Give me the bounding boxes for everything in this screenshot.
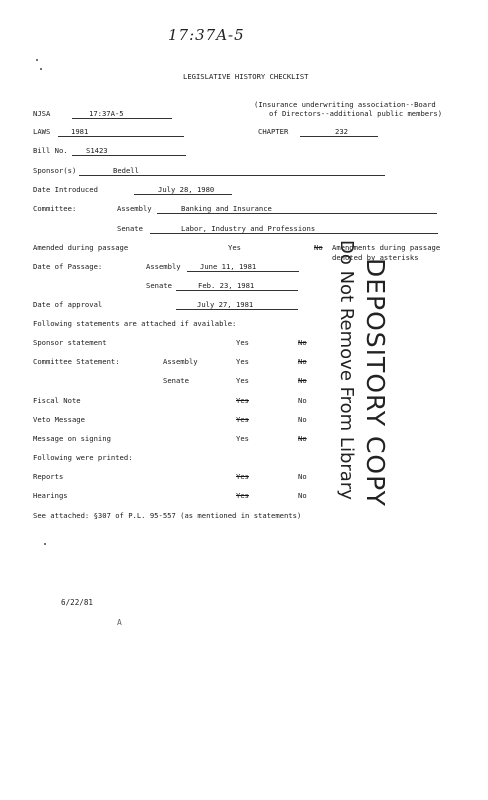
- assembly-committee: Banking and Insurance: [181, 204, 272, 213]
- passage-label: Date of Passage:: [33, 262, 103, 271]
- passage-assembly-value: June 11, 1981: [200, 262, 257, 271]
- printed-heading: Following were printed:: [33, 453, 133, 462]
- approval-label: Date of approval: [33, 300, 103, 309]
- laws-value: 1981: [71, 127, 89, 136]
- amended-yes: Yes: [228, 243, 241, 252]
- committee-senate-yes: Yes: [236, 376, 249, 385]
- hearings-no: No: [298, 491, 307, 500]
- chapter-underline: [300, 136, 378, 137]
- hearings-label: Hearings: [33, 491, 68, 500]
- njsa-label: NJSA: [33, 109, 51, 118]
- sponsor-underline: [79, 175, 385, 176]
- chapter-label: CHAPTER: [258, 127, 289, 136]
- date-introduced-label: Date Introduced: [33, 185, 98, 194]
- bill-underline: [72, 155, 186, 156]
- margin-mark: [36, 59, 38, 61]
- depository-copy-stamp: DEPOSITORY COPY: [361, 258, 390, 507]
- passage-senate-value: Feb. 23, 1981: [198, 281, 255, 290]
- fiscal-note-yes: Yes: [236, 396, 249, 405]
- amended-note-2: denoted by asterisks: [332, 253, 419, 262]
- attached-heading: Following statements are attached if available:: [33, 319, 237, 328]
- subject-line-2: of Directors--additional public members): [269, 109, 443, 118]
- committee-statement-assembly-label: Assembly: [163, 357, 198, 366]
- do-not-remove-stamp: Do Not Remove From Library: [336, 240, 357, 500]
- sponsor-statement-no: No: [298, 338, 307, 347]
- committee-assembly-yes: Yes: [236, 357, 249, 366]
- fiscal-note-no: No: [298, 396, 307, 405]
- footer-date: 6/22/81: [61, 598, 94, 607]
- senate-committee: Labor, Industry and Professions: [181, 224, 316, 233]
- committee-statement-senate-label: Senate: [163, 376, 189, 385]
- passage-assembly-label: Assembly: [146, 262, 181, 271]
- margin-mark: [40, 68, 42, 70]
- laws-underline: [58, 136, 184, 137]
- veto-label: Veto Message: [33, 415, 85, 424]
- passage-senate-label: Senate: [146, 281, 172, 290]
- bill-label: Bill No.: [33, 146, 68, 155]
- sponsor-statement-yes: Yes: [236, 338, 249, 347]
- signing-label: Message on signing: [33, 434, 111, 443]
- reports-no: No: [298, 472, 307, 481]
- committee-label: Committee:: [33, 204, 77, 213]
- sponsor-value: Bedell: [113, 166, 139, 175]
- senate-committee-underline: [150, 233, 438, 234]
- footer-initials: A: [117, 618, 122, 627]
- reports-yes: Yes: [236, 472, 249, 481]
- date-introduced-value: July 28, 1980: [158, 185, 215, 194]
- assembly-label: Assembly: [117, 204, 152, 213]
- handwritten-id: 17:37A-5: [168, 26, 245, 44]
- reports-label: Reports: [33, 472, 64, 481]
- fiscal-note-label: Fiscal Note: [33, 396, 81, 405]
- approval-value: July 27, 1981: [197, 300, 254, 309]
- sponsor-label: Sponsor(s): [33, 166, 77, 175]
- subject-line-1: (Insurance underwriting association--Board: [254, 100, 436, 109]
- committee-assembly-no: No: [298, 357, 307, 366]
- veto-no: No: [298, 415, 307, 424]
- sponsor-statement-label: Sponsor statement: [33, 338, 107, 347]
- njsa-underline: [72, 118, 172, 119]
- passage-assembly-underline: [187, 271, 299, 272]
- margin-mark: [44, 543, 46, 545]
- chapter-value: 232: [335, 127, 348, 136]
- committee-senate-no: No: [298, 376, 307, 385]
- assembly-committee-underline: [157, 213, 437, 214]
- senate-label: Senate: [117, 224, 143, 233]
- see-attached-note: See attached: §307 of P.L. 95-557 (as mentioned in statements): [33, 511, 302, 520]
- amended-label: Amended during passage: [33, 243, 129, 252]
- hearings-yes: Yes: [236, 491, 249, 500]
- laws-label: LAWS: [33, 127, 51, 136]
- veto-yes: Yes: [236, 415, 249, 424]
- amended-no: No: [314, 243, 323, 252]
- bill-value: S1423: [86, 146, 108, 155]
- signing-yes: Yes: [236, 434, 249, 443]
- amended-note-1: Amendments during passage: [332, 243, 441, 252]
- signing-no: No: [298, 434, 307, 443]
- passage-senate-underline: [176, 290, 298, 291]
- approval-underline: [176, 309, 298, 310]
- date-introduced-underline: [134, 194, 232, 195]
- page-title: LEGISLATIVE HISTORY CHECKLIST: [183, 72, 309, 81]
- committee-statement-label: Committee Statement:: [33, 357, 120, 366]
- njsa-value: 17:37A-5: [89, 109, 124, 118]
